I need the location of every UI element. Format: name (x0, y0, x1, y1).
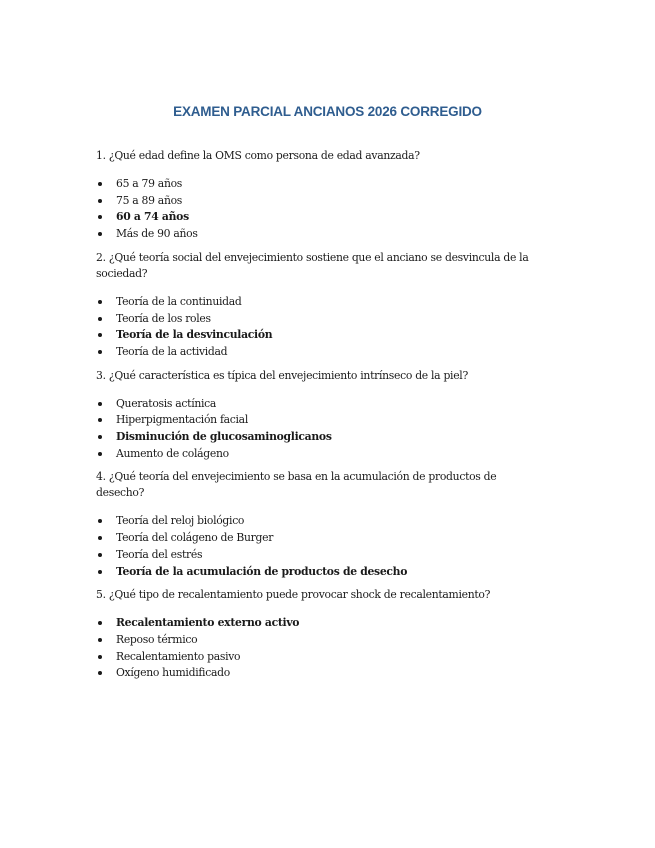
option-item: Teoría del estrés (96, 547, 536, 564)
option-item: Aumento de colágeno (96, 446, 536, 463)
option-item-correct: Teoría de la acumulación de productos de desecho (96, 564, 536, 581)
options-list (96, 176, 536, 243)
option-item-correct: Disminución de glucosaminoglicanos (96, 429, 536, 446)
question-3 (96, 368, 536, 463)
question-text: 5. ¿Qué tipo de recalentamiento puede provocar shock de recalentamiento? (96, 588, 491, 602)
page-title: EXAMEN PARCIAL ANCIANOS 2026 CORREGIDO (173, 104, 482, 119)
question-list (96, 148, 536, 682)
option-item: Hiperpigmentación facial (96, 412, 536, 429)
question-5 (96, 587, 536, 682)
option-item: 65 a 79 años (96, 176, 536, 193)
question-2 (96, 250, 536, 361)
options-list (96, 513, 536, 580)
option-item: Teoría de la actividad (96, 344, 536, 361)
option-item-correct: Recalentamiento externo activo (96, 615, 536, 632)
option-item-correct: 60 a 74 años (96, 209, 536, 226)
option-item-correct: Teoría de la desvinculación (96, 327, 536, 344)
question-text: 3. ¿Qué característica es típica del envejecimiento intrínseco de la piel? (96, 368, 468, 382)
question-text: 1. ¿Qué edad define la OMS como persona de edad avanzada? (96, 149, 420, 162)
options-list (96, 396, 536, 463)
option-item: Oxígeno humidificado (96, 665, 536, 682)
option-item: 75 a 89 años (96, 193, 536, 210)
option-item: Teoría del reloj biológico (96, 513, 536, 530)
question-4 (96, 469, 536, 580)
option-item: Teoría del colágeno de Burger (96, 530, 536, 547)
option-item: Teoría de la continuidad (96, 294, 536, 311)
option-item: Recalentamiento pasivo (96, 649, 536, 666)
options-list (96, 615, 536, 682)
question-1 (96, 148, 536, 243)
option-item: Más de 90 años (96, 226, 536, 243)
question-text: 2. ¿Qué teoría social del envejecimiento sostiene que el anciano se desvincula de la sociedad? (96, 250, 529, 280)
option-item: Queratosis actínica (96, 396, 536, 413)
question-text: 4. ¿Qué teoría del envejecimiento se basa en la acumulación de productos de desecho? (96, 470, 497, 500)
option-item: Teoría de los roles (96, 311, 536, 328)
options-list (96, 294, 536, 361)
option-item: Reposo térmico (96, 632, 536, 649)
